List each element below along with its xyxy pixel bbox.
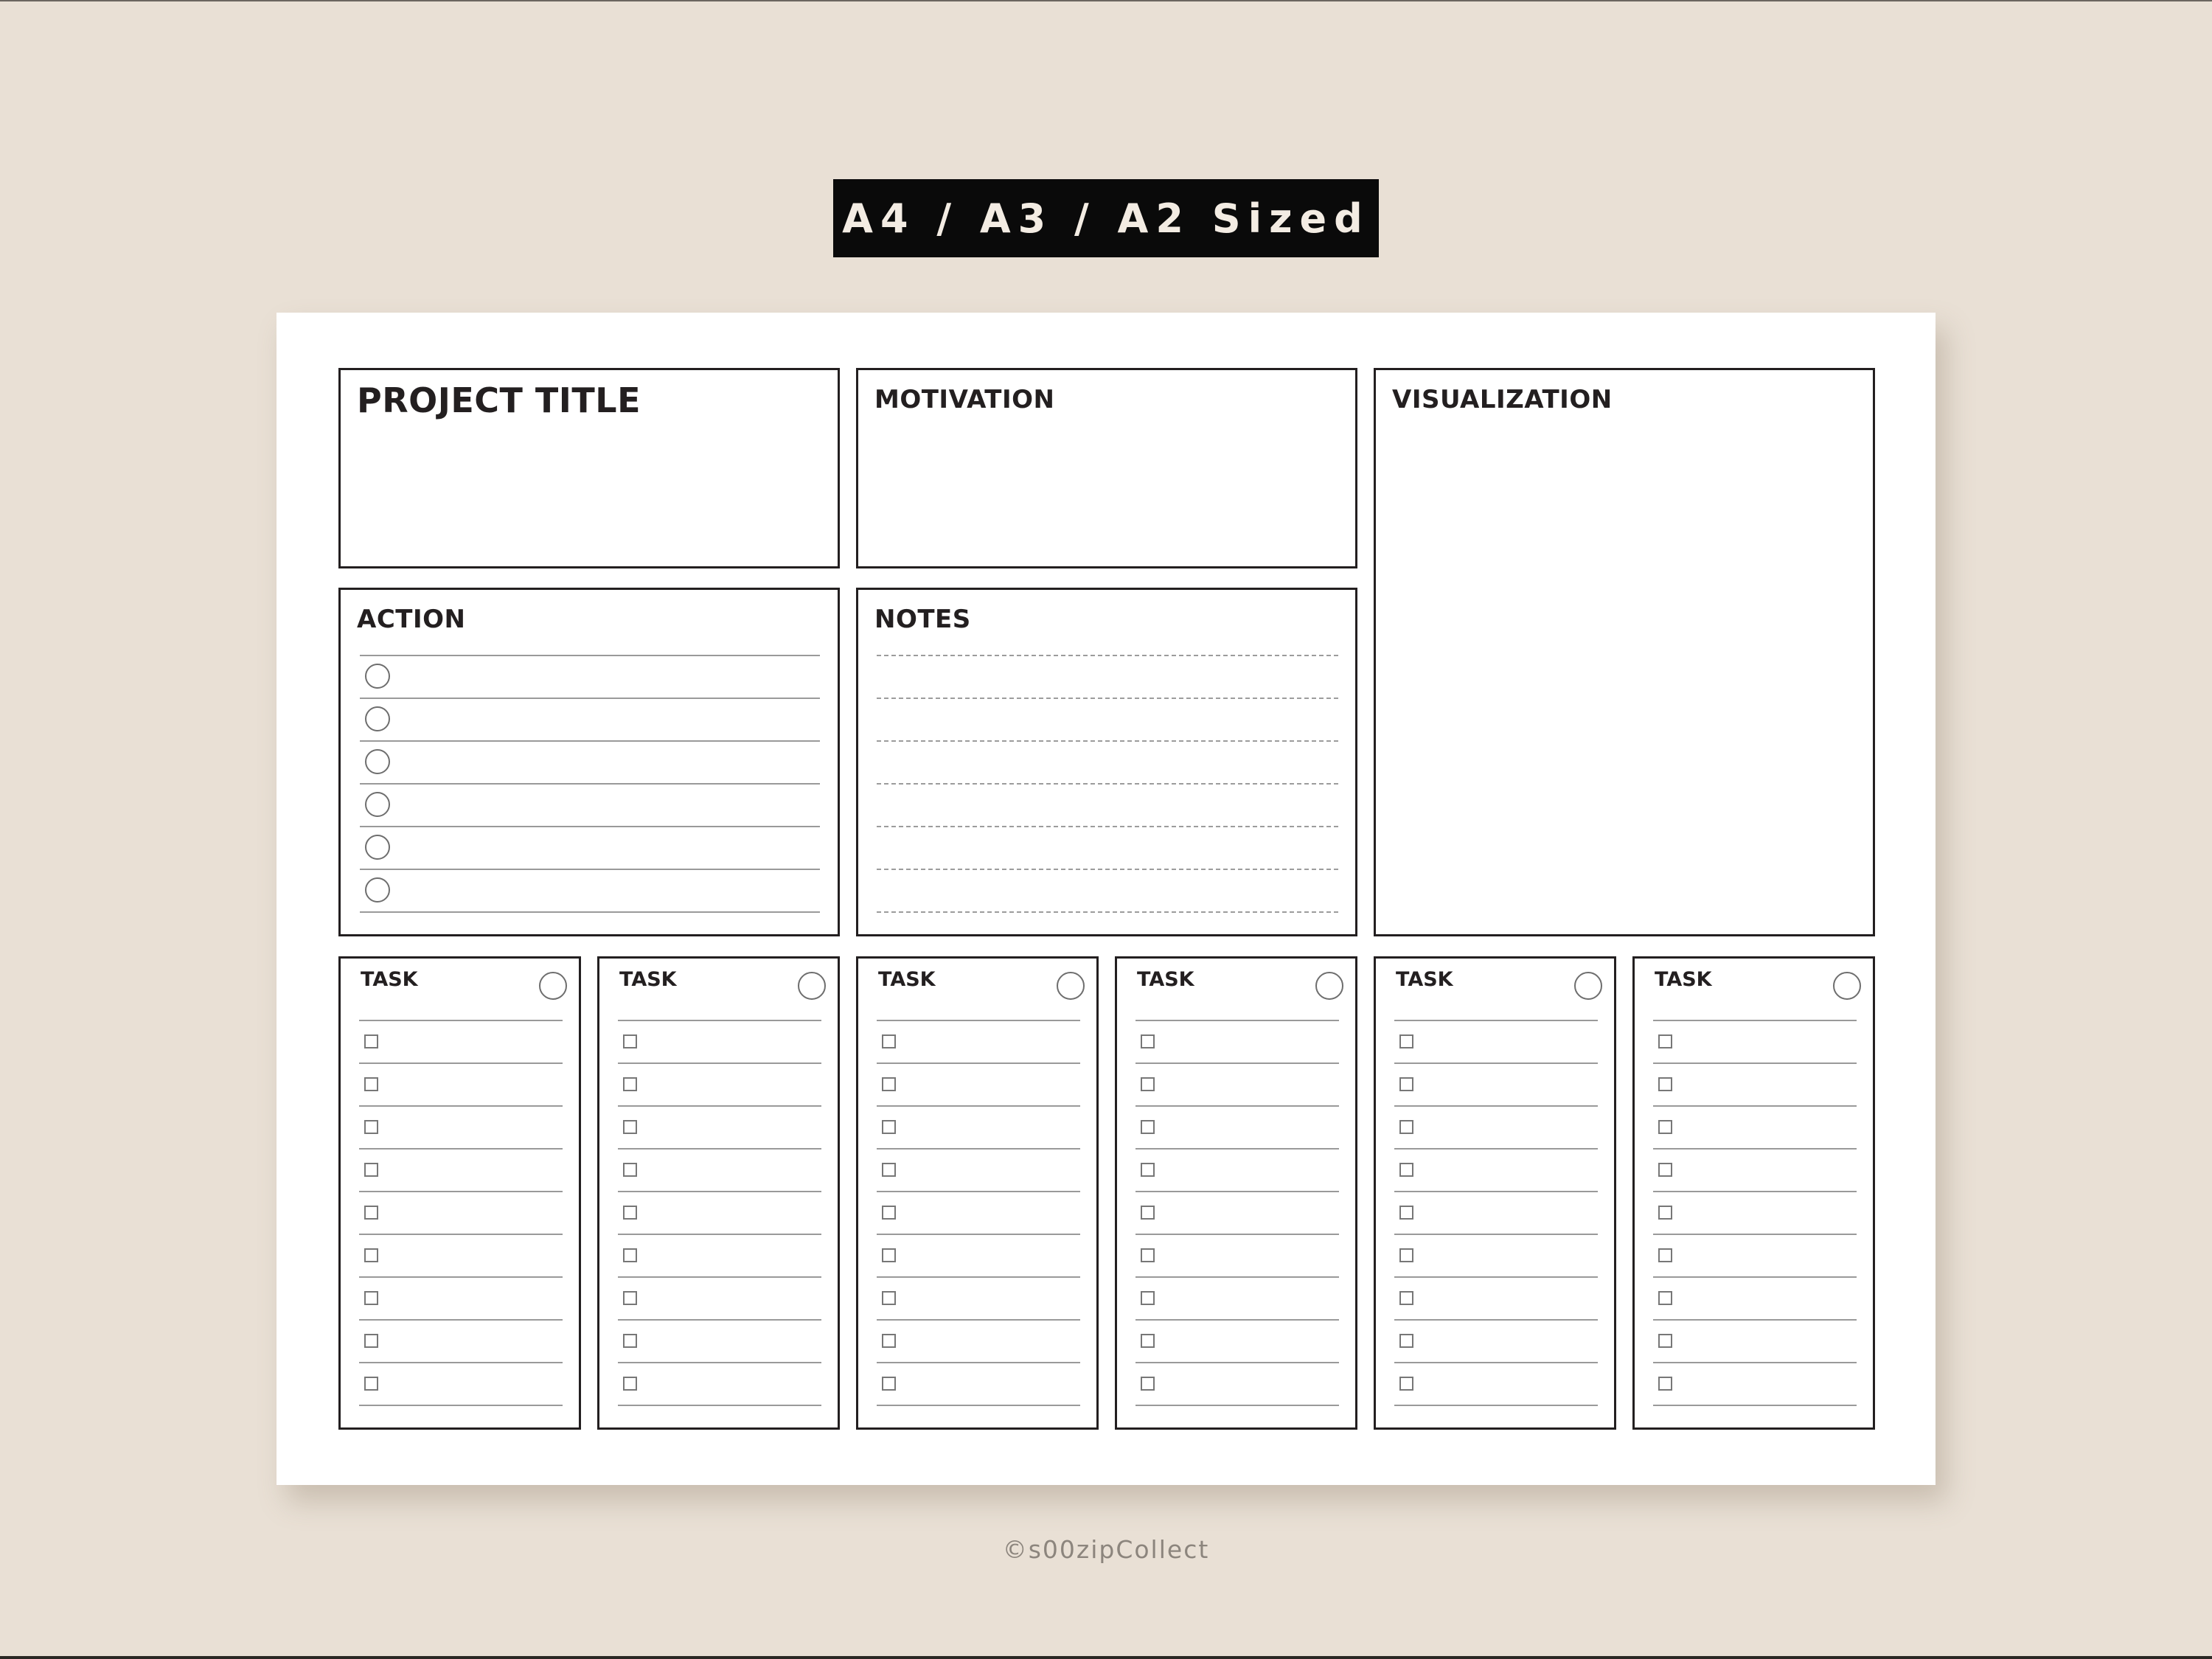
task-checkbox[interactable] (623, 1334, 637, 1348)
task-rule-line (1653, 1405, 1857, 1406)
task-checkbox[interactable] (1399, 1163, 1413, 1177)
task-checkbox[interactable] (1658, 1163, 1672, 1177)
task-checkbox[interactable] (1141, 1377, 1155, 1391)
task-rule-line (1394, 1362, 1598, 1363)
task-checkbox[interactable] (882, 1077, 896, 1091)
notes-dashed-line (877, 740, 1338, 742)
task-rule-line (877, 1405, 1080, 1406)
task-card (1632, 956, 1875, 1430)
task-complete-circle[interactable] (1315, 972, 1343, 1000)
task-checkbox[interactable] (1399, 1034, 1413, 1048)
project-title-box[interactable] (338, 368, 840, 568)
task-checkbox[interactable] (1399, 1206, 1413, 1220)
task-rule-line (877, 1062, 1080, 1064)
task-rule-line (1394, 1234, 1598, 1235)
task-card (1115, 956, 1357, 1430)
action-item-circle[interactable] (365, 664, 390, 689)
task-checkbox[interactable] (623, 1077, 637, 1091)
notes-heading: NOTES (874, 605, 971, 634)
task-checkbox[interactable] (364, 1291, 378, 1305)
task-checkbox[interactable] (1141, 1334, 1155, 1348)
task-rule-line (1653, 1062, 1857, 1064)
action-heading: ACTION (357, 605, 466, 634)
task-complete-circle[interactable] (1833, 972, 1861, 1000)
task-checkbox[interactable] (1399, 1120, 1413, 1134)
task-rule-line (1135, 1362, 1339, 1363)
notes-dashed-line (877, 826, 1338, 827)
task-checkbox[interactable] (1399, 1248, 1413, 1262)
action-rule-line (360, 698, 820, 699)
action-rule-line (360, 783, 820, 785)
task-checkbox[interactable] (364, 1377, 378, 1391)
task-rule-line (618, 1105, 821, 1107)
task-rule-line (1394, 1148, 1598, 1150)
task-rule-line (618, 1362, 821, 1363)
project-title-heading: PROJECT TITLE (357, 380, 641, 420)
task-checkbox[interactable] (882, 1206, 896, 1220)
action-item-circle[interactable] (365, 877, 390, 902)
task-checkbox[interactable] (364, 1077, 378, 1091)
task-rule-line (359, 1405, 563, 1406)
action-rule-line (360, 740, 820, 742)
task-checkbox[interactable] (1658, 1206, 1672, 1220)
task-rule-line (1394, 1105, 1598, 1107)
task-rule-line (1135, 1062, 1339, 1064)
task-rule-line (1653, 1362, 1857, 1363)
task-checkbox[interactable] (1658, 1034, 1672, 1048)
task-checkbox[interactable] (623, 1120, 637, 1134)
task-rule-line (1653, 1319, 1857, 1321)
task-rule-line (359, 1062, 563, 1064)
task-checkbox[interactable] (1658, 1334, 1672, 1348)
task-checkbox[interactable] (882, 1034, 896, 1048)
task-rule-line (1653, 1276, 1857, 1278)
task-card (597, 956, 840, 1430)
task-complete-circle[interactable] (539, 972, 567, 1000)
task-checkbox[interactable] (1141, 1077, 1155, 1091)
task-rule-line (1394, 1319, 1598, 1321)
task-rule-line (1653, 1191, 1857, 1192)
task-card (1374, 956, 1616, 1430)
task-rule-line (877, 1105, 1080, 1107)
task-checkbox[interactable] (1658, 1248, 1672, 1262)
task-rule-line (359, 1105, 563, 1107)
task-checkbox[interactable] (1658, 1377, 1672, 1391)
notes-box[interactable] (856, 588, 1357, 936)
task-checkbox[interactable] (1141, 1291, 1155, 1305)
task-checkbox[interactable] (1141, 1248, 1155, 1262)
task-rule-line (1135, 1191, 1339, 1192)
task-checkbox[interactable] (1399, 1377, 1413, 1391)
task-rule-line (877, 1020, 1080, 1021)
action-rule-line (360, 869, 820, 870)
task-checkbox[interactable] (1399, 1077, 1413, 1091)
action-rule-line (360, 911, 820, 913)
notes-dashed-line (877, 655, 1338, 656)
task-rule-line (1653, 1234, 1857, 1235)
task-card-title: TASK (619, 968, 677, 991)
task-checkbox[interactable] (1141, 1206, 1155, 1220)
task-checkbox[interactable] (1141, 1120, 1155, 1134)
task-complete-circle[interactable] (1574, 972, 1602, 1000)
visualization-heading: VISUALIZATION (1392, 385, 1613, 414)
task-rule-line (618, 1191, 821, 1192)
task-rule-line (877, 1148, 1080, 1150)
action-box (338, 588, 840, 936)
task-card-title: TASK (1655, 968, 1712, 991)
task-checkbox[interactable] (1141, 1034, 1155, 1048)
task-rule-line (359, 1148, 563, 1150)
task-checkbox[interactable] (882, 1291, 896, 1305)
task-checkbox[interactable] (1141, 1163, 1155, 1177)
task-rule-line (1135, 1276, 1339, 1278)
task-checkbox[interactable] (623, 1291, 637, 1305)
task-rule-line (1394, 1191, 1598, 1192)
action-item-circle[interactable] (365, 706, 390, 731)
action-item-circle[interactable] (365, 749, 390, 774)
task-checkbox[interactable] (882, 1120, 896, 1134)
frame-border-top (0, 0, 2212, 1)
task-rule-line (618, 1319, 821, 1321)
task-rule-line (877, 1319, 1080, 1321)
action-rule-line (360, 655, 820, 656)
task-checkbox[interactable] (623, 1163, 637, 1177)
task-checkbox[interactable] (882, 1248, 896, 1262)
task-rule-line (1135, 1148, 1339, 1150)
action-item-circle[interactable] (365, 835, 390, 860)
notes-dashed-line (877, 698, 1338, 699)
task-checkbox[interactable] (1399, 1334, 1413, 1348)
task-rule-line (1135, 1020, 1339, 1021)
task-checkbox[interactable] (1658, 1120, 1672, 1134)
size-banner (833, 179, 1379, 257)
task-checkbox[interactable] (1399, 1291, 1413, 1305)
task-checkbox[interactable] (364, 1120, 378, 1134)
task-rule-line (618, 1020, 821, 1021)
task-rule-line (1135, 1105, 1339, 1107)
task-rule-line (359, 1362, 563, 1363)
visualization-box[interactable] (1374, 368, 1875, 936)
frame-border-bottom (0, 1656, 2212, 1659)
task-rule-line (618, 1234, 821, 1235)
notes-dashed-line (877, 911, 1338, 913)
task-checkbox[interactable] (1658, 1077, 1672, 1091)
task-rule-line (1653, 1148, 1857, 1150)
task-checkbox[interactable] (882, 1334, 896, 1348)
task-checkbox[interactable] (364, 1163, 378, 1177)
size-banner-text: A4 / A3 / A2 Sized (842, 195, 1370, 242)
task-rule-line (618, 1148, 821, 1150)
task-rule-line (1135, 1234, 1339, 1235)
task-card-title: TASK (878, 968, 936, 991)
task-rule-line (359, 1276, 563, 1278)
task-rule-line (1394, 1405, 1598, 1406)
task-checkbox[interactable] (364, 1334, 378, 1348)
task-checkbox[interactable] (364, 1248, 378, 1262)
task-rule-line (359, 1191, 563, 1192)
action-rule-line (360, 826, 820, 827)
task-rule-line (1394, 1276, 1598, 1278)
task-rule-line (1135, 1319, 1339, 1321)
task-rule-line (877, 1276, 1080, 1278)
task-card-title: TASK (361, 968, 418, 991)
motivation-box[interactable] (856, 368, 1357, 568)
task-rule-line (618, 1276, 821, 1278)
task-complete-circle[interactable] (1057, 972, 1085, 1000)
task-card-title: TASK (1137, 968, 1194, 991)
action-item-circle[interactable] (365, 792, 390, 817)
task-checkbox[interactable] (364, 1206, 378, 1220)
task-rule-line (359, 1319, 563, 1321)
task-card-title: TASK (1396, 968, 1453, 991)
task-checkbox[interactable] (882, 1163, 896, 1177)
task-rule-line (359, 1234, 563, 1235)
task-rule-line (1135, 1405, 1339, 1406)
task-complete-circle[interactable] (798, 972, 826, 1000)
task-checkbox[interactable] (364, 1034, 378, 1048)
copyright-text: ©s00zipCollect (1002, 1535, 1210, 1564)
task-checkbox[interactable] (882, 1377, 896, 1391)
task-rule-line (877, 1362, 1080, 1363)
task-card (856, 956, 1099, 1430)
task-rule-line (1394, 1020, 1598, 1021)
task-rule-line (877, 1191, 1080, 1192)
task-rule-line (877, 1234, 1080, 1235)
task-checkbox[interactable] (623, 1248, 637, 1262)
task-rule-line (1394, 1062, 1598, 1064)
notes-dashed-line (877, 869, 1338, 870)
task-checkbox[interactable] (1658, 1291, 1672, 1305)
task-rule-line (618, 1062, 821, 1064)
task-checkbox[interactable] (623, 1206, 637, 1220)
task-checkbox[interactable] (623, 1377, 637, 1391)
planner-sheet (276, 313, 1935, 1485)
task-rule-line (1653, 1020, 1857, 1021)
motivation-heading: MOTIVATION (874, 385, 1055, 414)
task-rule-line (618, 1405, 821, 1406)
notes-dashed-line (877, 783, 1338, 785)
task-rule-line (359, 1020, 563, 1021)
task-checkbox[interactable] (623, 1034, 637, 1048)
task-rule-line (1653, 1105, 1857, 1107)
task-card (338, 956, 581, 1430)
